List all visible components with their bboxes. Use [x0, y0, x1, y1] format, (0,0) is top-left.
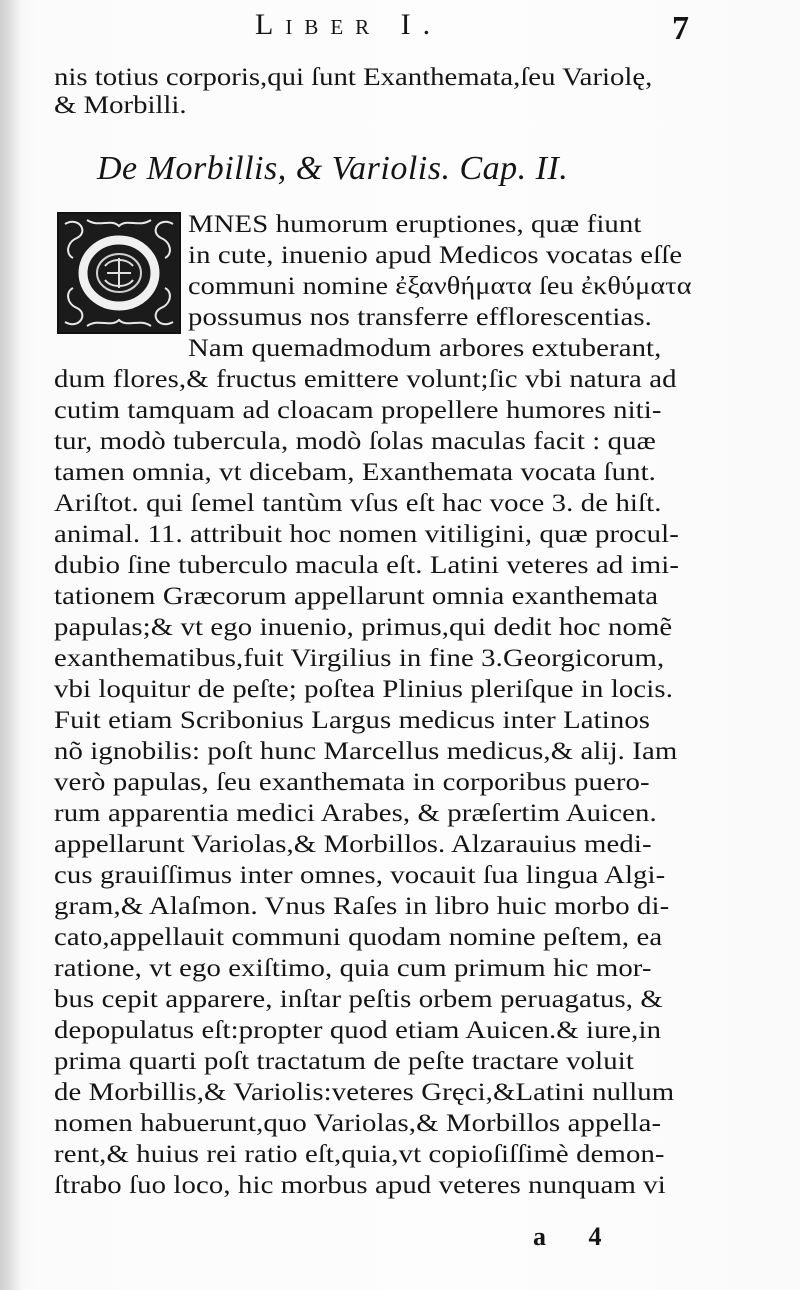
body-line: prima quarti poſt tractatum de peſte tractare voluit [54, 1048, 634, 1075]
body-line: tationem Græcorum appellarunt omnia exanthemata [54, 583, 659, 610]
decorated-initial [57, 212, 181, 334]
body-line: vbi loquitur de peſte; poſtea Plinius pleriſque in locis. [54, 676, 674, 703]
body-line: gram,& Alaſmon. Vnus Raſes in libro huic morbo di- [54, 893, 670, 920]
body-line: Nam quemadmodum arbores extuberant, [188, 335, 662, 362]
body-line: cutim tamquam ad cloacam propellere humores niti- [54, 397, 662, 424]
body-line: verò papulas, ſeu exanthemata in corporibus puero- [54, 769, 650, 796]
body-line: communi nomine ἐξανθήματα ſeu ἐκθύματα [188, 273, 692, 300]
body-line: nomen habuerunt,quo Variolas,& Morbillos appella- [54, 1110, 662, 1137]
body-line: depopulatus eſt:propter quod etiam Auicen.& iure,in [54, 1017, 662, 1044]
gutter-shadow [0, 0, 22, 1290]
body-line: Fuit etiam Scribonius Largus medicus inter Latinos [54, 707, 651, 734]
chapter-heading: De Morbillis, & Variolis. Cap. II. [97, 150, 569, 187]
body-line: in cute, inuenio apud Medicos vocatas eſſe [188, 242, 683, 269]
running-head: Liber I. [255, 8, 443, 41]
body-line: appellarunt Variolas,& Morbillos. Alzarauius medi- [54, 831, 652, 858]
page-number: 7 [672, 10, 689, 47]
body-line: Ariſtot. qui ſemel tantùm vſus eſt hac voce 3. de hiſt. [54, 490, 662, 517]
body-line: dubio ſine tuberculo macula eſt. Latini veteres ad imi- [54, 552, 680, 579]
body-line: bus cepit apparere, inſtar peſtis orbem peruagatus, & [54, 986, 663, 1013]
body-line: tamen omnia, vt dicebam, Exanthemata vocata ſunt. [54, 459, 656, 486]
body-line: ratione, vt ego exiſtimo, quia cum primum hic mor- [54, 955, 652, 982]
carry-over-line: & Morbilli. [54, 92, 187, 119]
body-line: nõ ignobilis: poſt hunc Marcellus medicus,& alij. Iam [54, 738, 678, 765]
body-line: tur, modò tubercula, modò ſolas maculas facit : quæ [54, 428, 656, 455]
body-line: cato,appellauit communi quodam nomine peſtem, ea [54, 924, 663, 951]
body-line: possumus nos transferre efflorescentias. [188, 304, 652, 331]
body-line: cus grauiſſimus inter omnes, vocauit ſua lingua Algi- [54, 862, 666, 889]
body-line: ſtrabo ſuo loco, hic morbus apud veteres nunquam vi [54, 1172, 666, 1199]
signature-mark: a 4 [533, 1222, 620, 1251]
body-line: MNES humorum eruptiones, quæ fiunt [188, 211, 642, 238]
body-line: animal. 11. attribuit hoc nomen vitiligini, quæ procul- [54, 521, 679, 548]
ornament-icon [59, 214, 179, 332]
body-line: rum apparentia medici Arabes, & præſertim Auicen. [54, 800, 657, 827]
body-line: rent,& huius rei ratio eſt,quia,vt copioſiſſimè demon- [54, 1141, 665, 1168]
body-line: dum flores,& fructus emittere volunt;ſic vbi natura ad [54, 366, 677, 393]
body-line: exanthematibus,fuit Virgilius in fine 3.Georgicorum, [54, 645, 665, 672]
body-line: de Morbillis,& Variolis:veteres Gręci,&Latini nullum [54, 1079, 675, 1106]
body-line: papulas;& vt ego inuenio, primus,qui dedit hoc nomẽ [54, 614, 673, 641]
carry-over-line: nis totius corporis,qui ſunt Exanthemata,ſeu Variolę, [54, 64, 653, 91]
